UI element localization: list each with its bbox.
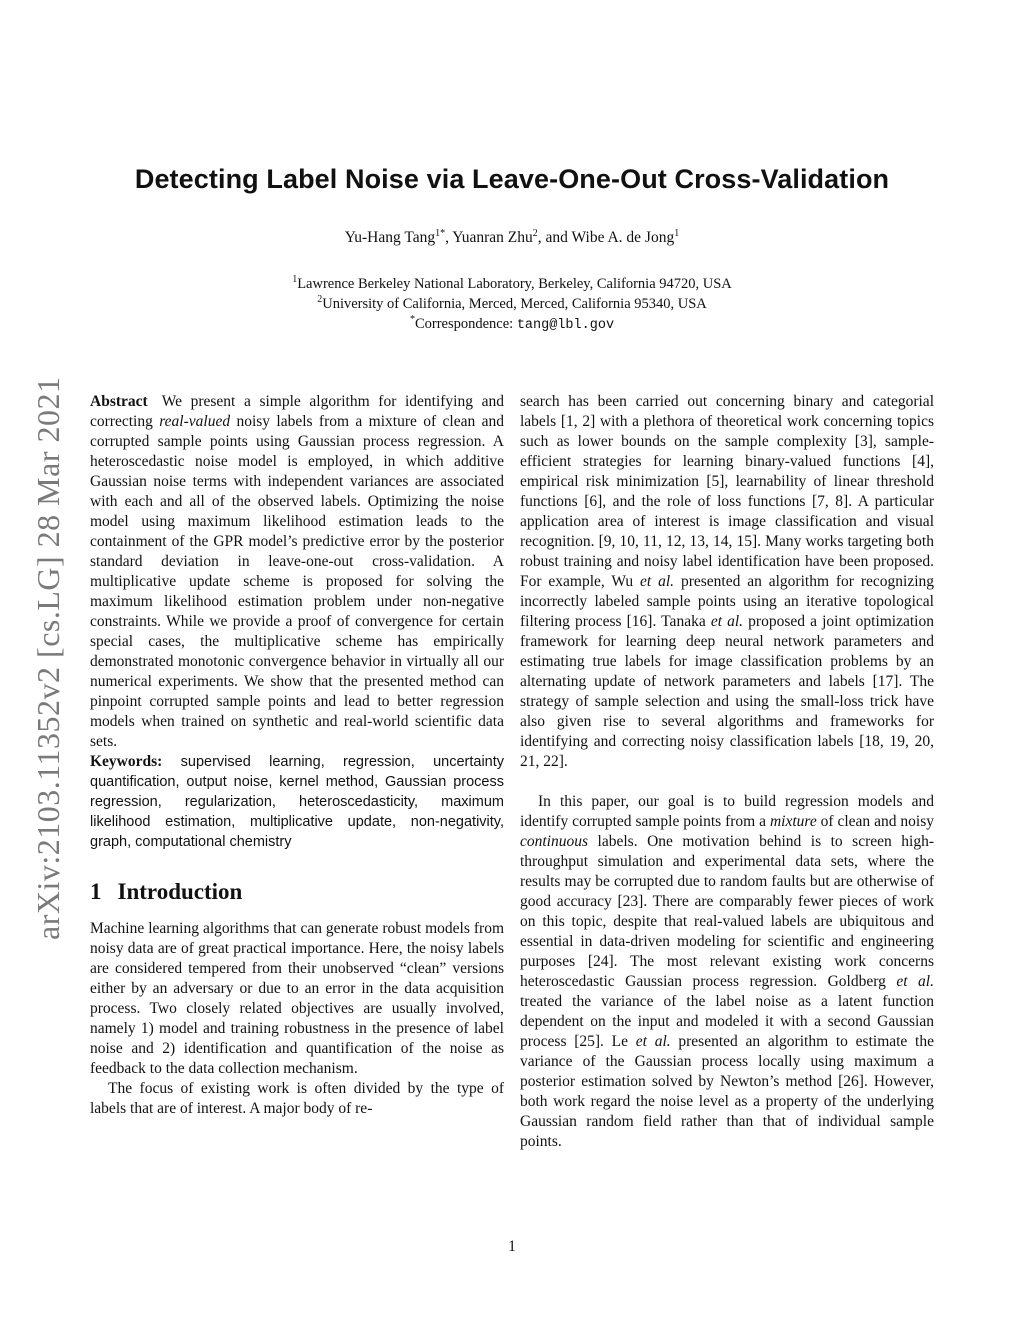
text-run: Machine learning algorithms that can generate robust models from noisy data are of great practical importance. Here, the noisy labels are considered tempered from their unobserved “clean” versions either by an adversary or due to an error in the data acquisition process. Two closely related objectives are usually involved, namely 1) model and training robustness in the presence of label noise and 2) identification and quantification of the noise as feedback to the data collection mechanism. [90, 920, 504, 1077]
keywords-heading: Keywords: [90, 753, 163, 770]
text-run: presented an algorithm for recognizing incorrectly labeled sample points using an iterative topological filtering process [16]. Tanaka [520, 573, 935, 630]
intro-paragraph [520, 392, 934, 772]
author-name: Yuanran Zhu [452, 229, 533, 246]
correspondence-email-link[interactable]: tang@lbl.gov [516, 318, 615, 333]
abstract-body [90, 393, 504, 750]
keywords-text: supervised learning, regression, uncertainty quantification, output noise, kernel method, Gaussian process regression, regularization, heteroscedasticity, maximum likelihood estimation, multiplicative update, non-negativity, graph, computational chemistry [90, 754, 505, 850]
affiliation-2 [0, 296, 1024, 313]
paper-title: Detecting Label Noise via Leave-One-Out Cross-Validation [134, 164, 890, 194]
correspondence-label: Correspondence: [414, 316, 517, 332]
intro-paragraph [90, 919, 504, 1079]
author-name: Wibe A. de Jong [571, 229, 675, 246]
emphasis-text: et al. [640, 573, 675, 590]
intro-paragraph [90, 1079, 504, 1119]
arxiv-identifier: arXiv:2103.11352v2 [cs.LG] 28 Mar 2021 [30, 376, 66, 940]
author-sup: 2 [532, 227, 538, 239]
intro-paragraph [520, 792, 934, 1152]
text-run: We present a simple algorithm for identifying and correcting [90, 393, 504, 430]
correspondence [0, 316, 1024, 333]
right-column [520, 392, 934, 1152]
emphasis-text: mixture [769, 813, 817, 830]
emphasis-text: continuous [520, 833, 589, 850]
emphasis-text: et al. [710, 613, 744, 630]
text-run: proposed a joint optimization framework for learning deep neural network parameters and estimating true labels for image classification problems by an alternating update of network parameters and labels [17]. The strategy of sample selection and using the small-loss trick have also given rise to several algorithms and frameworks for identifying and correcting noisy classification labels [18, 19, 20, 21, 22]. [520, 613, 934, 770]
author-separator: , and [537, 229, 572, 246]
section-number: 1 [90, 879, 102, 904]
author-name: Yu-Hang Tang [344, 229, 436, 246]
text-run: labels. One motivation behind is to screen high-throughput simulation and experimental data sets, where the results may be corrupted due to random faults but are otherwise of good accuracy [23]. There are comparably fewer pieces of work on this topic, despite that real-valued labels are ubiquitous and essential in data-driven modeling for scientific and engineering purposes [24]. The most relevant existing work concerns heteroscedastic Gaussian process regression. Goldberg [520, 833, 934, 990]
affiliation-sup: 2 [317, 294, 323, 306]
affiliation-1 [0, 276, 1024, 293]
page-number: 1 [508, 1238, 516, 1255]
text-run: of clean and noisy [816, 813, 934, 830]
abstract-heading: Abstract [90, 393, 148, 410]
affiliation-text: Lawrence Berkeley National Laboratory, Berkeley, California 94720, USA [297, 276, 732, 292]
author-separator: , [445, 229, 453, 246]
keywords [90, 752, 504, 852]
text-run: treated the variance of the label noise as a latent function dependent on the input and modeled it with a second Gaussian process [25]. Le [520, 993, 934, 1050]
emphasis-text: et al. [896, 973, 934, 990]
emphasis-text: et al. [635, 1033, 671, 1050]
text-run: In this paper, our goal is to build regression models and identify corrupted sample points from a [520, 793, 934, 830]
correspondence-sup: * [409, 314, 415, 326]
text-run: noisy labels from a mixture of clean and corrupted sample points using Gaussian process regression. A heteroscedastic noise model is employed, in which additive Gaussian noise terms with independent variances are associated with each and all of the observed labels. Optimizing the noise model using maximum likelihood estimation leads to the containment of the GPR model’s predictive error by the posterior standard deviation in leave-one-out cross-validation. A multiplicative update scheme is proposed for solving the maximum likelihood estimation problem under non-negative constraints. While we provide a proof of convergence for certain special cases, the multiplicative scheme has empirically demonstrated monotonic convergence behavior in virtually all our numerical experiments. We show that the presented method can pinpoint corrupted sample points and lead to better regression models when trained on synthetic and real-world scientific data sets. [90, 413, 504, 750]
section-heading-introduction [90, 879, 504, 904]
author-sup: 1 [674, 227, 680, 239]
emphasis-text: real-valued [159, 413, 231, 430]
author-list [0, 229, 1024, 247]
text-run: presented an algorithm to estimate the variance of the Gaussian process locally using maximum a posterior estimation solved by Newton’s method [26]. However, both work regard the noise level as a property of the underlying Gaussian random field rather than that of individual sample points. [520, 1033, 934, 1150]
text-run: search has been carried out concerning binary and categorial labels [1, 2] with a plethora of theoretical work concerning topics such as lower bounds on the sample complexity [3], sample-efficient strategies for learning binary-valued functions [4], empirical risk minimization [5], learnability of linear threshold functions [6], and the role of loss functions [7, 8]. A particular application area of interest is image classification and visual recognition. [9, 10, 11, 12, 13, 14, 15]. Many works targeting both robust training and noisy label identification have been proposed. For example, Wu [520, 393, 934, 590]
left-column [90, 392, 504, 1119]
abstract [90, 392, 504, 752]
author-sup: 1* [435, 227, 446, 239]
affiliation-text: University of California, Merced, Merced, California 95340, USA [322, 296, 707, 312]
affiliation-sup: 1 [292, 274, 298, 286]
text-run: The focus of existing work is often divided by the type of labels that are of interest. A major body of re- [90, 1080, 504, 1117]
section-title: Introduction [117, 879, 243, 904]
